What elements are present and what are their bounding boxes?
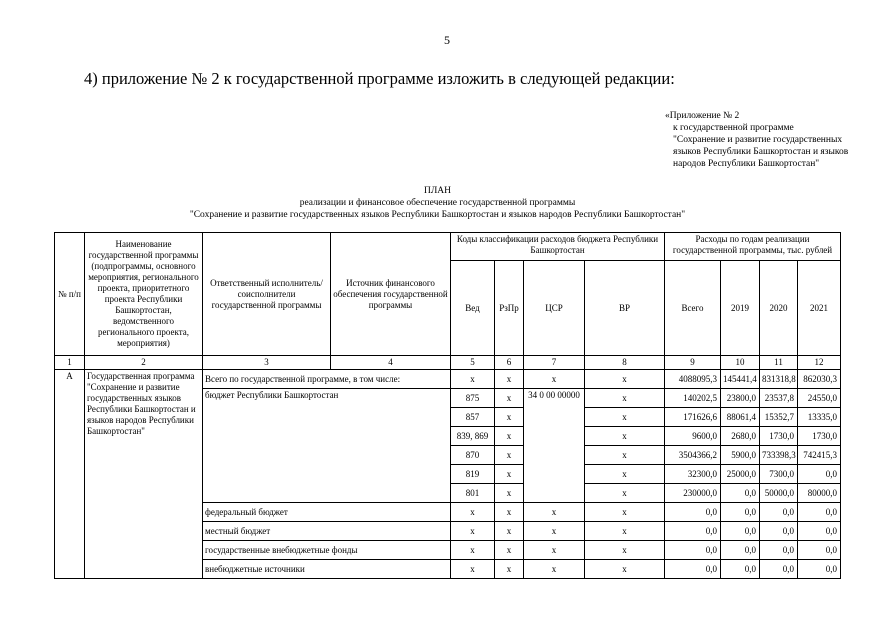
cell-csr: х bbox=[524, 560, 585, 579]
cell-2019: 145441,4 bbox=[721, 370, 760, 389]
col-number: 9 bbox=[665, 356, 721, 370]
cell-ved: х bbox=[451, 541, 495, 560]
col-number: 4 bbox=[331, 356, 451, 370]
cell-vr: х bbox=[585, 560, 665, 579]
col-number: 5 bbox=[451, 356, 495, 370]
cell-2021: 0,0 bbox=[798, 465, 841, 484]
appendix-line: "Сохранение и развитие государственных bbox=[673, 135, 843, 145]
cell-2021: 0,0 bbox=[798, 522, 841, 541]
table-row bbox=[55, 370, 841, 389]
cell-vr: х bbox=[585, 465, 665, 484]
header-source: Источник финансового обеспечения государственной программы bbox=[331, 233, 451, 356]
cell-ved: х bbox=[451, 522, 495, 541]
cell-ved: 857 bbox=[451, 408, 495, 427]
cell-2019: 0,0 bbox=[721, 503, 760, 522]
cell-total: 230000,0 bbox=[665, 484, 721, 503]
cell-total: 0,0 bbox=[665, 560, 721, 579]
cell-rzpr: х bbox=[495, 522, 524, 541]
cell-2021: 1730,0 bbox=[798, 427, 841, 446]
header-2021: 2021 bbox=[798, 261, 841, 356]
cell-ved: 801 bbox=[451, 484, 495, 503]
cell-ved: 839, 869 bbox=[451, 427, 495, 446]
col-number: 10 bbox=[721, 356, 760, 370]
cell-2021: 862030,3 bbox=[798, 370, 841, 389]
header-codes-group: Коды классификации расходов бюджета Республики Башкортостан bbox=[451, 233, 665, 261]
cell-2019: 2680,0 bbox=[721, 427, 760, 446]
cell-total: 9600,0 bbox=[665, 427, 721, 446]
appendix-caption bbox=[665, 110, 848, 170]
plan-table bbox=[54, 232, 841, 579]
header-csr: ЦСР bbox=[524, 261, 585, 356]
cell-2020: 0,0 bbox=[760, 560, 798, 579]
cell-2019: 0,0 bbox=[721, 541, 760, 560]
cell-total: 171626,6 bbox=[665, 408, 721, 427]
cell-2020: 733398,3 bbox=[760, 446, 798, 465]
col-number: 12 bbox=[798, 356, 841, 370]
source-label: внебюджетные источники bbox=[203, 560, 451, 579]
cell-total: 32300,0 bbox=[665, 465, 721, 484]
header-num: № п/п bbox=[55, 233, 85, 356]
cell-2019: 88061,4 bbox=[721, 408, 760, 427]
cell-2021: 24550,0 bbox=[798, 389, 841, 408]
cell-2019: 0,0 bbox=[721, 522, 760, 541]
cell-ved: 875 bbox=[451, 389, 495, 408]
cell-rzpr: х bbox=[495, 370, 524, 389]
col-number: 2 bbox=[85, 356, 203, 370]
appendix-line: языков Республики Башкортостан и языков bbox=[673, 147, 849, 157]
header-2020: 2020 bbox=[760, 261, 798, 356]
cell-2020: 831318,8 bbox=[760, 370, 798, 389]
header-row bbox=[55, 233, 841, 261]
cell-2020: 0,0 bbox=[760, 522, 798, 541]
appendix-line: к государственной программе bbox=[673, 123, 794, 133]
program-name: Государственная программа "Сохранение и развитие государственных языков Республики Башкортостан и языков народов Республики Башкортостан" bbox=[85, 370, 203, 579]
header-ved: Вед bbox=[451, 261, 495, 356]
cell-csr: х bbox=[524, 370, 585, 389]
plan-title: ПЛАН bbox=[423, 186, 452, 196]
total-label: Всего по государственной программе, в том числе: bbox=[203, 370, 451, 389]
col-number: 6 bbox=[495, 356, 524, 370]
cell-csr: х bbox=[524, 503, 585, 522]
cell-ved: х bbox=[451, 560, 495, 579]
cell-rzpr: х bbox=[495, 408, 524, 427]
cell-rzpr: х bbox=[495, 427, 524, 446]
header-2019: 2019 bbox=[721, 261, 760, 356]
cell-total: 0,0 bbox=[665, 541, 721, 560]
cell-total: 140202,5 bbox=[665, 389, 721, 408]
cell-2021: 742415,3 bbox=[798, 446, 841, 465]
appendix-line: народов Республики Башкортостан" bbox=[673, 159, 820, 169]
cell-csr: х bbox=[524, 541, 585, 560]
cell-rzpr: х bbox=[495, 465, 524, 484]
cell-2021: 0,0 bbox=[798, 541, 841, 560]
cell-2019: 23800,0 bbox=[721, 389, 760, 408]
program-num: А bbox=[55, 370, 85, 579]
cell-2019: 0,0 bbox=[721, 560, 760, 579]
cell-vr: х bbox=[585, 370, 665, 389]
cell-2020: 1730,0 bbox=[760, 427, 798, 446]
cell-2019: 0,0 bbox=[721, 484, 760, 503]
cell-rzpr: х bbox=[495, 446, 524, 465]
header-total: Всего bbox=[665, 261, 721, 356]
cell-2020: 0,0 bbox=[760, 541, 798, 560]
col-number: 11 bbox=[760, 356, 798, 370]
cell-vr: х bbox=[585, 427, 665, 446]
cell-ved: 819 bbox=[451, 465, 495, 484]
header-rzpr: РзПр bbox=[495, 261, 524, 356]
cell-2020: 15352,7 bbox=[760, 408, 798, 427]
cell-rzpr: х bbox=[495, 560, 524, 579]
column-number-row bbox=[55, 356, 841, 370]
col-number: 1 bbox=[55, 356, 85, 370]
cell-total: 3504366,2 bbox=[665, 446, 721, 465]
cell-vr: х bbox=[585, 408, 665, 427]
cell-2020: 0,0 bbox=[760, 503, 798, 522]
cell-2020: 50000,0 bbox=[760, 484, 798, 503]
source-label: местный бюджет bbox=[203, 522, 451, 541]
cell-2021: 0,0 bbox=[798, 560, 841, 579]
col-number: 3 bbox=[203, 356, 331, 370]
cell-total: 0,0 bbox=[665, 522, 721, 541]
cell-vr: х bbox=[585, 389, 665, 408]
header-executor: Ответственный исполнитель/соисполнители государственной программы bbox=[203, 233, 331, 356]
cell-rzpr: х bbox=[495, 389, 524, 408]
cell-ved: х bbox=[451, 503, 495, 522]
cell-2019: 5900,0 bbox=[721, 446, 760, 465]
cell-rzpr: х bbox=[495, 503, 524, 522]
cell-2020: 7300,0 bbox=[760, 465, 798, 484]
budget-rb-csr: 34 0 00 00000 bbox=[524, 389, 585, 503]
source-label: федеральный бюджет bbox=[203, 503, 451, 522]
cell-total: 0,0 bbox=[665, 503, 721, 522]
cell-2021: 0,0 bbox=[798, 503, 841, 522]
plan-title-block bbox=[0, 185, 875, 221]
cell-csr: х bbox=[524, 522, 585, 541]
cell-rzpr: х bbox=[495, 484, 524, 503]
source-label: государственные внебюджетные фонды bbox=[203, 541, 451, 560]
header-name: Наименование государственной программы (подпрограммы, основного мероприятия, регионального проекта, приоритетного проекта Республики Башкортостан, ведомственного регионального проекта, мероприятия) bbox=[85, 233, 203, 356]
col-number: 8 bbox=[585, 356, 665, 370]
plan-program-name: "Сохранение и развитие государственных языков Республики Башкортостан и языков народов Республики Башкортостан" bbox=[189, 210, 686, 220]
section-heading: 4) приложение № 2 к государственной программе изложить в следующей редакции: bbox=[84, 69, 675, 88]
header-expenses-group: Расходы по годам реализации государственной программы, тыс. рублей bbox=[665, 233, 841, 261]
page-number: 5 bbox=[444, 33, 450, 47]
cell-ved: х bbox=[451, 370, 495, 389]
cell-vr: х bbox=[585, 446, 665, 465]
cell-vr: х bbox=[585, 503, 665, 522]
cell-vr: х bbox=[585, 541, 665, 560]
cell-2020: 23537,8 bbox=[760, 389, 798, 408]
col-number: 7 bbox=[524, 356, 585, 370]
cell-ved: 870 bbox=[451, 446, 495, 465]
cell-total: 4088095,3 bbox=[665, 370, 721, 389]
cell-rzpr: х bbox=[495, 541, 524, 560]
plan-subtitle: реализации и финансовое обеспечение государственной программы bbox=[299, 198, 576, 208]
budget-rb-label: бюджет Республики Башкортостан bbox=[203, 389, 451, 503]
header-vr: ВР bbox=[585, 261, 665, 356]
cell-vr: х bbox=[585, 484, 665, 503]
cell-2021: 80000,0 bbox=[798, 484, 841, 503]
cell-2021: 13335,0 bbox=[798, 408, 841, 427]
appendix-line: «Приложение № 2 bbox=[665, 111, 740, 121]
cell-2019: 25000,0 bbox=[721, 465, 760, 484]
cell-vr: х bbox=[585, 522, 665, 541]
